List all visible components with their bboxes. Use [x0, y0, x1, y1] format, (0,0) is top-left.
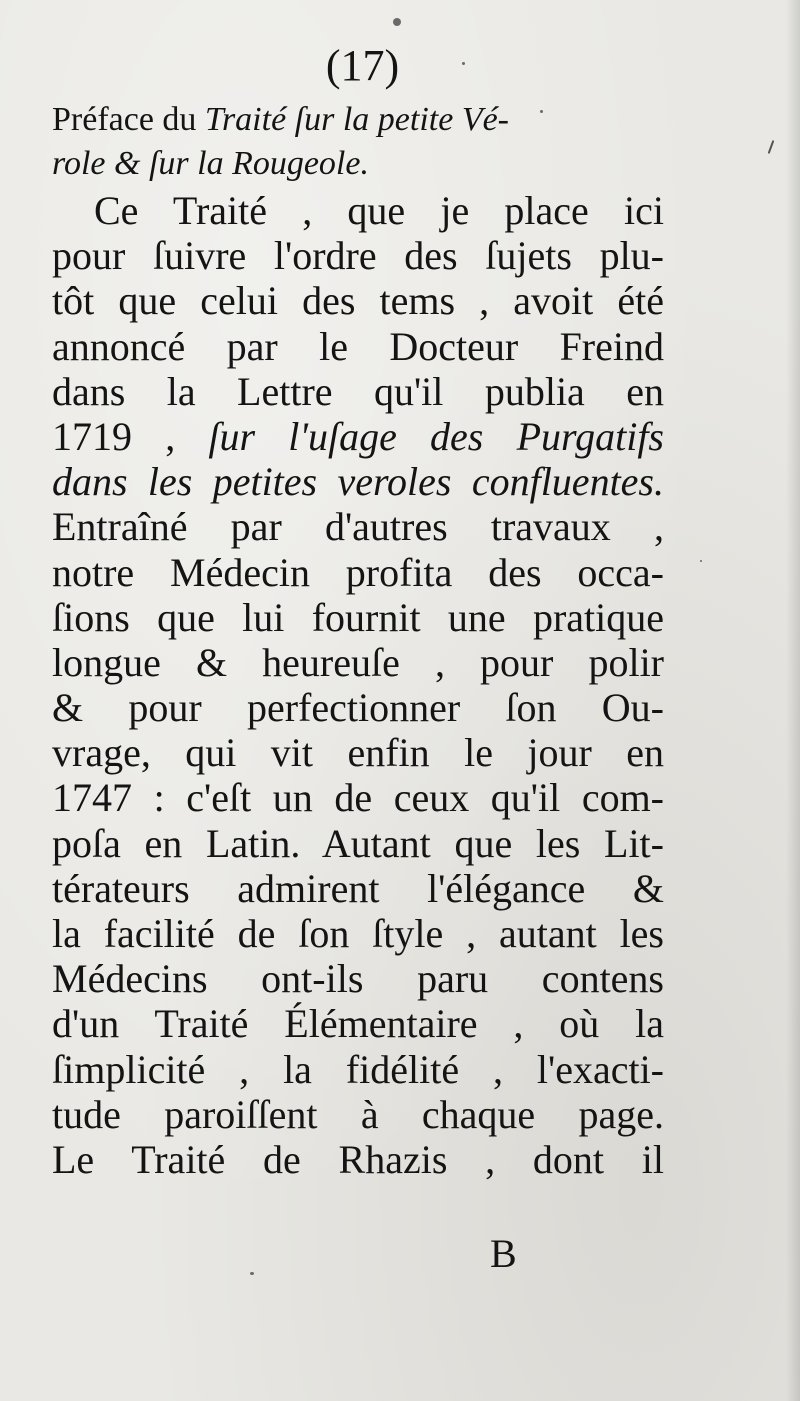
- year-1719: 1719 ,: [52, 413, 209, 459]
- text-line: pour ſuivre l'ordre des ſujets plu-: [52, 233, 664, 279]
- page-number: (17): [325, 41, 400, 90]
- text-line: annoncé par le Docteur Freind: [52, 323, 664, 369]
- text-line: notre Médecin profita des occa-: [52, 549, 664, 595]
- text-line: Le Traité de Rhazis , dont il: [52, 1136, 664, 1182]
- signature-mark: B: [490, 1231, 517, 1276]
- text-line: térateurs admirent l'élégance &: [52, 865, 664, 911]
- chapter-title-line-1: [52, 98, 664, 142]
- purgatifs-title: ſur l'uſage des Purgatifs: [208, 413, 664, 459]
- text-line: ſions que lui fournit une pratique: [52, 594, 664, 640]
- text-line: vrage, qui vit enfin le jour en: [52, 730, 664, 776]
- text-line: la facilité de ſon ſtyle , autant les: [52, 911, 664, 956]
- text-line: 1747 : c'eſt un de ceux qu'il com-: [52, 775, 664, 821]
- text-line: Ce Traité , que je place ici: [94, 188, 664, 233]
- chapter-title-roman: Préface du: [52, 101, 205, 138]
- page-edge-shadow: [786, 0, 800, 1401]
- text-line: tôt que celui des tems , avoit été: [52, 278, 664, 324]
- chapter-title-line-2: role & ſur la Rougeole.: [52, 145, 369, 182]
- text-line-italic-mixed: [52, 414, 664, 459]
- text-line: Entraîné par d'autres travaux ,: [52, 504, 664, 550]
- text-line: ſimplicité , la fidélité , l'exacti-: [52, 1046, 664, 1092]
- text-line: dans les petites veroles confluentes.: [52, 459, 664, 505]
- text-body: [52, 98, 664, 1182]
- text-line: poſa en Latin. Autant que les Lit-: [52, 820, 664, 866]
- chapter-title: [52, 98, 664, 186]
- text-line: dans la Lettre qu'il publia en: [52, 368, 664, 414]
- text-line: & pour perfectionner ſon Ou-: [52, 685, 664, 731]
- chapter-title-italic: Traité ſur la petite Vé-: [204, 101, 509, 138]
- text-line: tude paroiſſent à chaque page.: [52, 1091, 664, 1137]
- text-line: d'un Traité Élémentaire , où la: [52, 1001, 664, 1047]
- text-line: Médecins ont-ils paru contens: [52, 956, 664, 1002]
- text-line: longue & heureuſe , pour polir: [52, 639, 664, 685]
